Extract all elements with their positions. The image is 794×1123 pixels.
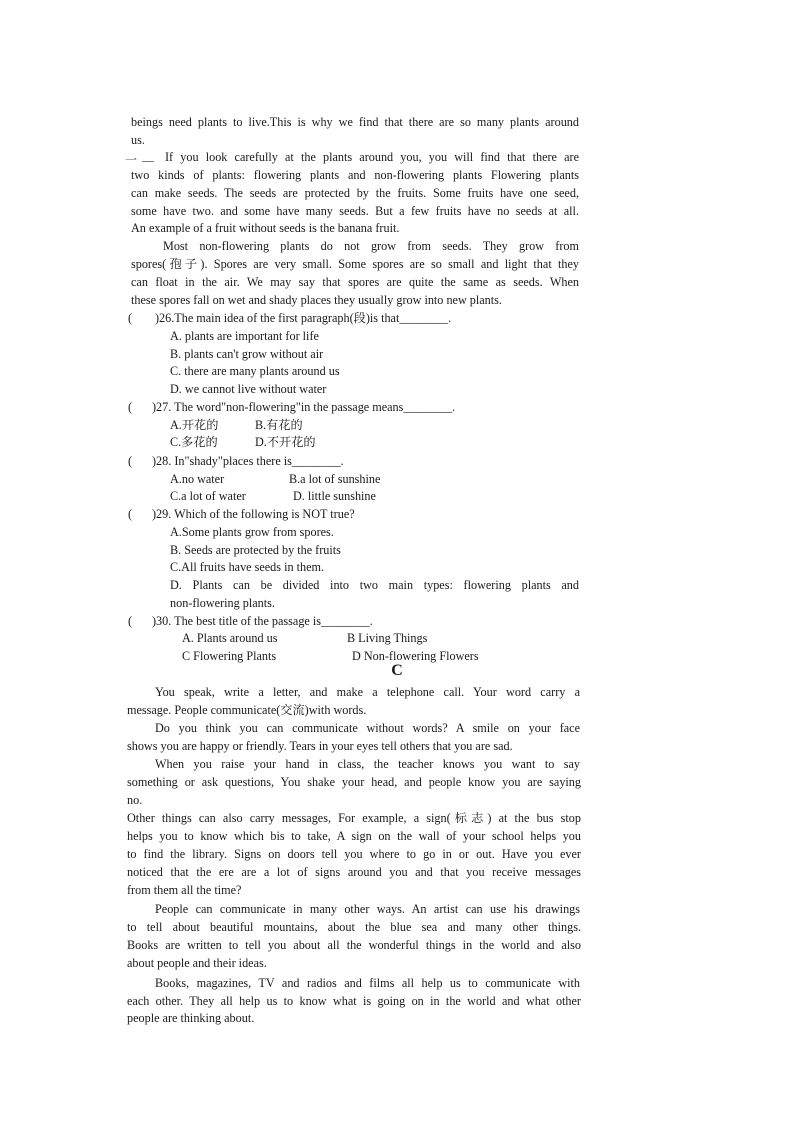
- passage-line: shows you are happy or friendly. Tears in your eyes tell others that you are sad.: [127, 739, 513, 753]
- answer-bracket: (: [128, 400, 133, 414]
- question-option: D Non-flowering Flowers: [352, 649, 479, 663]
- passage-line: each other. They all help us to know what is going on in the world and what other: [127, 994, 581, 1008]
- question-option: B Living Things: [347, 631, 428, 645]
- question-option: B.a lot of sunshine: [289, 472, 381, 486]
- question-stem: )27. The word"non-flowering"in the passage means________.: [152, 400, 456, 414]
- question-option: D. little sunshine: [293, 489, 376, 503]
- answer-bracket: (: [128, 454, 133, 468]
- section-heading: C: [391, 662, 403, 679]
- passage-line: helps you to know which bis to take, A sign on the wall of your school helps you: [127, 829, 581, 843]
- question-option: C.All fruits have seeds in them.: [170, 560, 325, 574]
- passage-line: You speak, write a letter, and make a telephone call. Your word carry a: [155, 685, 580, 699]
- passage-line: something or ask questions, You shake your head, and people know you are saying: [127, 775, 581, 789]
- question-option: C Flowering Plants: [182, 649, 277, 663]
- question-option: C. there are many plants around us: [170, 364, 340, 378]
- question-option: B. Seeds are protected by the fruits: [170, 543, 341, 557]
- question-stem: )28. In"shady"places there is________.: [152, 454, 344, 468]
- passage-line: people are thinking about.: [127, 1011, 255, 1025]
- passage-line: some have two. and some have many seeds. But a few fruits have no seeds at all.: [131, 204, 579, 218]
- answer-bracket: (: [128, 507, 133, 521]
- question-option: non-flowering plants.: [170, 596, 275, 610]
- passage-line: When you raise your hand in class, the teacher knows you want to say: [155, 757, 580, 771]
- passage-line: An example of a fruit without seeds is the banana fruit.: [131, 221, 400, 235]
- passage-line: to find the library. Signs on doors tell you where to go in or out. Have you ever: [127, 847, 581, 861]
- passage-line: beings need plants to live.This is why we find that there are so many plants around: [131, 115, 579, 129]
- passage-line: noticed that the ere are a lot of signs around you and that you receive messages: [127, 865, 581, 879]
- passage-line: People can communicate in many other ways. An artist can use his drawings: [155, 902, 580, 916]
- passage-line: Other things can also carry messages, For example, a sign(标志) at the bus stop: [127, 811, 581, 825]
- question-option: B.有花的: [255, 418, 303, 432]
- passage-line: from them all the time?: [127, 883, 242, 897]
- answer-bracket: (: [128, 311, 133, 325]
- passage-line: two kinds of plants: flowering plants and non-flowering plants Flowering plants: [131, 168, 579, 182]
- question-option: D. Plants can be divided into two main types: flowering plants and: [170, 578, 579, 592]
- passage-line: spores(孢子). Spores are very small. Some spores are so small and light that they: [131, 257, 579, 271]
- passage-line: can make seeds. The seeds are protected by the fruits. Some fruits have one seed,: [131, 186, 579, 200]
- question-stem: )29. Which of the following is NOT true?: [152, 507, 355, 521]
- question-option: A.开花的: [170, 418, 219, 432]
- passage-line: Do you think you can communicate without words? A smile on your face: [155, 721, 580, 735]
- passage-line: to tell about beautiful mountains, about the blue sea and many other things.: [127, 920, 581, 934]
- question-option: D.不开花的: [255, 435, 316, 449]
- passage-line: Books, magazines, TV and radios and films all help us to communicate with: [155, 976, 580, 990]
- passage-line: these spores fall on wet and shady places they usually grow into new plants.: [131, 293, 502, 307]
- question-stem: )30. The best title of the passage is________.: [152, 614, 373, 628]
- question-option: B. plants can't grow without air: [170, 347, 324, 361]
- answer-bracket: (: [128, 614, 133, 628]
- question-option: C.a lot of water: [170, 489, 246, 503]
- passage-line: message. People communicate(交流)with words.: [127, 703, 367, 717]
- question-option: A.no water: [170, 472, 225, 486]
- question-option: A.Some plants grow from spores.: [170, 525, 334, 539]
- passage-line: Most non-flowering plants do not grow from seeds. They grow from: [163, 239, 579, 253]
- question-option: D. we cannot live without water: [170, 382, 327, 396]
- passage-line: Books are written to tell you about all the wonderful things in the world and also: [127, 938, 581, 952]
- question-option: A. plants are important for life: [170, 329, 319, 343]
- question-stem: )26.The main idea of the first paragraph(段)is that________.: [155, 311, 452, 325]
- question-option: A. Plants around us: [182, 631, 278, 645]
- passage-line: If you look carefully at the plants around you, you will find that there are: [165, 150, 579, 164]
- passage-line: can float in the air. We may say that spores are quite the same as seeds. When: [131, 275, 579, 289]
- passage-line: about people and their ideas.: [127, 956, 267, 970]
- passage-line: no.: [127, 793, 143, 807]
- dash-mark: 一 —: [125, 153, 156, 167]
- passage-line: us.: [131, 133, 145, 147]
- question-option: C.多花的: [170, 435, 218, 449]
